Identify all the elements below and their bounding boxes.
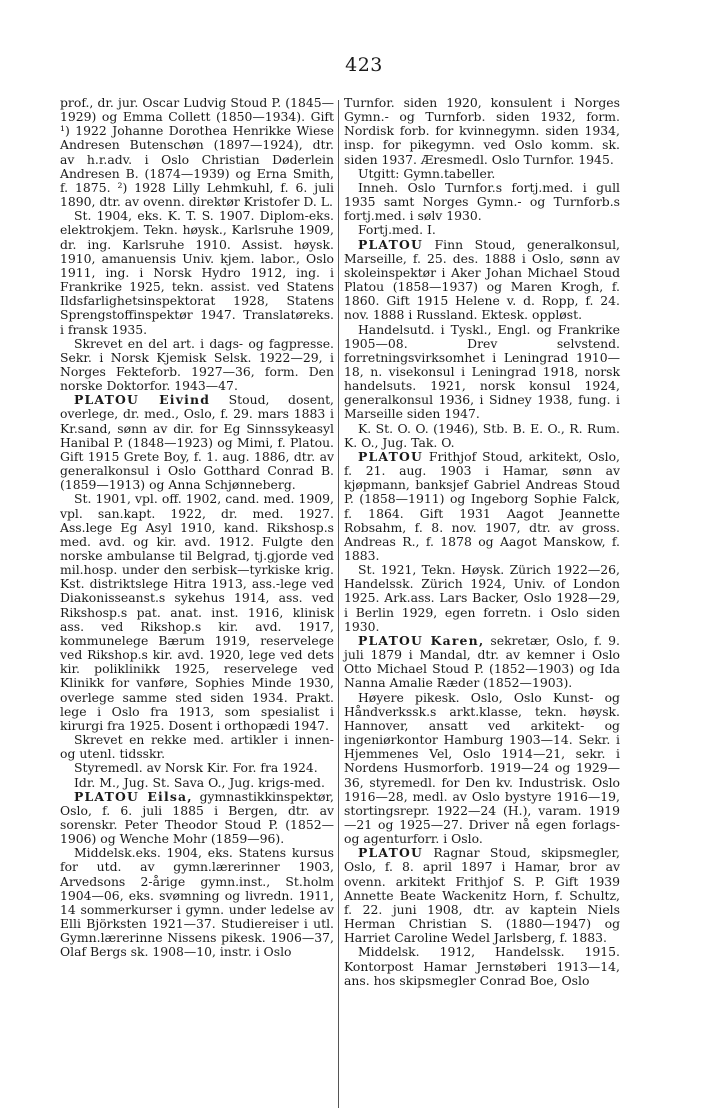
entry-paragraph: Fortj.med. I. bbox=[358, 222, 436, 238]
entry-name: PLATOU Karen, bbox=[358, 632, 485, 648]
entry-name: PLATOU bbox=[358, 236, 423, 252]
entry-paragraph: Styremedl. av Norsk Kir. For. fra 1924. bbox=[74, 760, 318, 776]
entry-continuation: prof., dr. jur. Oscar Ludvig Stoud P. (1845—1929) og Emma Collett (1850—1934). Gift ¹) 1922 Johanne Dorothea Henrikke Wiese Andresen Butenschøn (1897—1924), dtr. av h.r.adv. i Oslo Christian Døderlein Andresen B. (1874—1939) og Erna Smith, f. 1875. ²) 1928 Lilly Lehmkuhl, f. 6. juli 1890, dtr. av ovenn. direktør Kristofer D. L. bbox=[60, 95, 334, 210]
left-column bbox=[60, 96, 334, 960]
entry-paragraph: Idr. M., Jug. St. Sava O., Jug. krigs-med. bbox=[74, 774, 325, 790]
entry-paragraph: Middelsk. 1912, Handelssk. 1915. Kontorpost Hamar Jernstøberi 1913—14, ans. hos skipsmegler Conrad Boe, Oslo bbox=[344, 944, 620, 988]
entry-paragraph: St. 1901, vpl. off. 1902, cand. med. 1909, vpl. san.kapt. 1922, dr. med. 1927. Ass.lege Eg Asyl 1910, kand. Rikshosp.s med. avd. og kir. avd. 1912. Fulgte den norske ambulanse til Belgrad, tj.gjorde ved mil.hosp. under den serbisk—tyrkiske krig. Kst. distriktslege Hitra 1913, ass.-lege ved Diakonisseanst.s sykehus 1914, ass. ved Rikshosp.s pat. anat. inst. 1916, klinisk ass. ved Rikshop.s kir. avd. 1917, kommunelege Bærum 1919, reservelege ved Rikshop.s kir. avd. 1920, lege ved dets kir. poliklinikk 1925, reservelege ved Klinikk for vanføre, Sophies Minde 1930, overlege samme sted siden 1934. Prakt. lege i Oslo fra 1913, som spesialist i kirurgi fra 1925. Dosent i orthopædi 1947. bbox=[60, 491, 334, 733]
right-column bbox=[344, 96, 620, 988]
entry-eilsa: PLATOU Eilsa, gymnastikkinspektør, Oslo, f. 6. juli 1885 i Bergen, dtr. av sorenskr. Peter Theodor Stoud P. (1852—1906) og Wenche Mohr (1859—96). bbox=[60, 788, 334, 847]
entry-name: PLATOU Eilsa, bbox=[74, 788, 193, 804]
entry-finn: PLATOU Finn Stoud, generalkonsul, Marseille, f. 25. des. 1888 i Oslo, sønn av skoleinspektør i Aker Johan Michael Stoud Platou (1858—1937) og Maren Krogh, f. 1860. Gift 1915 Helene v. d. Ropp, f. 24. nov. 1888 i Russland. Ektesk. oppløst. bbox=[344, 236, 620, 323]
entry-paragraph: Skrevet en rekke med. artikler i innen- og utenl. tidsskr. bbox=[60, 732, 334, 762]
entry-eivind: PLATOU Eivind Stoud, dosent, overlege, dr. med., Oslo, f. 29. mars 1883 i Kr.sand, sønn av dir. for Eg Sinnssykeasyl Hanibal P. (1848—1923) og Mimi, f. Platou. Gift 1915 Grete Boy, f. 1. aug. 1886, dtr. av generalkonsul i Oslo Gotthard Conrad B. (1859—1913) og Anna Schjønneberg. bbox=[60, 392, 334, 493]
entry-name: PLATOU bbox=[358, 448, 423, 464]
entry-paragraph: Utgitt: Gymn.tabeller. bbox=[358, 165, 496, 181]
column-divider bbox=[338, 100, 339, 1108]
entry-name: PLATOU Eivind bbox=[74, 392, 211, 408]
entry-paragraph: St. 1921, Tekn. Høysk. Zürich 1922—26, Handelssk. Zürich 1924, Univ. of London 1925. Ark.ass. Lars Backer, Oslo 1928—29, i Berlin 1929, egen forretn. i Oslo siden 1930. bbox=[344, 562, 620, 634]
entry-continuation: Turnfor. siden 1920, konsulent i Norges Gymn.- og Turnforb. siden 1932, form. Nordisk forb. for kvinnegymn. siden 1934, insp. for pikegymn. ved Oslo komm. sk. siden 1937. Æresmedl. Oslo Turnfor. 1945. bbox=[344, 95, 620, 167]
entry-karen: PLATOU Karen, sekretær, Oslo, f. 9. juli 1879 i Mandal, dtr. av kemner i Oslo Otto Michael Stoud P. (1852—1903) og Ida Nanna Amalie Ræder (1852—1903). bbox=[344, 632, 620, 691]
page-number: 423 bbox=[345, 54, 383, 76]
entry-paragraph: Handelsutd. i Tyskl., Engl. og Frankrike 1905—08. Drev selvstend. forretningsvirksomhet i Leningrad 1910—18, n. visekonsul i Leningrad 1918, norsk handelsuts. 1921, norsk konsul 1924, generalkonsul 1936, i Sidney 1938, fung. i Marseille siden 1947. bbox=[344, 321, 620, 422]
entry-frithjof: PLATOU Frithjof Stoud, arkitekt, Oslo, f. 21. aug. 1903 i Hamar, sønn av kjøpmann, banksjef Gabriel Andreas Stoud P. (1858—1911) og Ingeborg Sophie Falck, f. 1864. Gift 1931 Aagot Jeannette Robsahm, f. 8. nov. 1907, dtr. av gross. Andreas R., f. 1878 og Aagot Manskow, f. 1883. bbox=[344, 448, 620, 563]
entry-paragraph: Middelsk.eks. 1904, eks. Statens kursus for utd. av gymn.lærerinner 1903, Arvedsons 2-årige gymn.inst., St.holm 1904—06, eks. svømning og livredn. 1911, 14 sommerkurser i gymn. under ledelse av Elli Björksten 1921—37. Studiereiser i utl. Gymn.lærerinne Nissens pikesk. 1906—37, Olaf Bergs sk. 1908—10, instr. i Oslo bbox=[60, 845, 334, 960]
entry-name: PLATOU bbox=[358, 845, 423, 861]
entry-paragraph: Inneh. Oslo Turnfor.s fortj.med. i gull 1935 samt Norges Gymn.- og Turnforb.s fortj.med. i sølv 1930. bbox=[344, 179, 620, 224]
entry-paragraph: Høyere pikesk. Oslo, Oslo Kunst- og Håndverkssk.s arkt.klasse, tekn. høysk. Hannover, ansatt ved arkitekt- og ingeniørkontor Hamburg 1903—14. Sekr. i Hjemmenes Vel, Oslo 1914—21, sekr. i Nordens Husmorforb. 1919—24 og 1929—36, styremedl. for Den kv. Industrisk. Oslo 1916—28, medl. av Oslo bystyre 1916—19, stortingsrepr. 1922—24 (H.), varam. 1919—21 og 1925—27. Driver nå egen forlags- og agenturforr. i Oslo. bbox=[344, 689, 620, 847]
entry-paragraph: St. 1904, eks. K. T. S. 1907. Diplom-eks. elektrokjem. Tekn. høysk., Karlsruhe 1909, dr. ing. Karlsruhe 1910. Assist. høysk. 1910, amanuensis Univ. kjem. labor., Oslo 1911, ing. i Norsk Hydro 1912, ing. i Frankrike 1925, tekn. assist. ved Statens Ildsfarlighetsinspektorat 1928, Statens Sprengstoffinspektør 1947. Translatøreks. i fransk 1935. bbox=[60, 208, 334, 337]
entry-paragraph: Skrevet en del art. i dags- og fagpresse. Sekr. i Norsk Kjemisk Selsk. 1922—29, i Norges Fekteforb. 1927—36, form. Den norske Doktorfor. 1943—47. bbox=[60, 335, 334, 394]
entry-ragnar: PLATOU Ragnar Stoud, skipsmegler, Oslo, f. 8. april 1897 i Hamar, bror av ovenn. arkitekt Frithjof S. P. Gift 1939 Annette Beate Wackenitz Horn, f. Schultz, f. 22. juni 1908, dtr. av kaptein Niels Herman Christian S. (1880—1947) og Harriet Caroline Wedel Jarlsberg, f. 1883. bbox=[344, 845, 620, 946]
entry-paragraph: K. St. O. O. (1946), Stb. B. E. O., R. Rum. K. O., Jug. Tak. O. bbox=[344, 420, 620, 450]
